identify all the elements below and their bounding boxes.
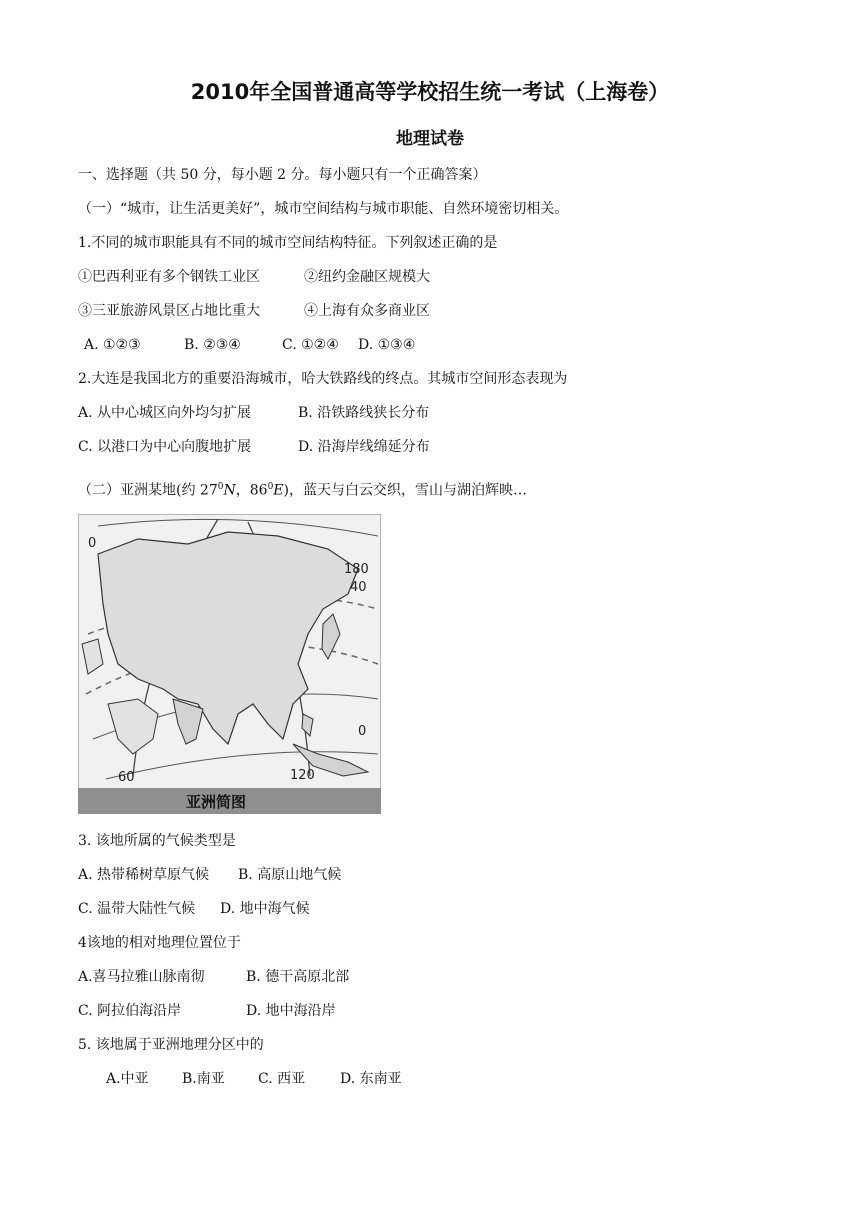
map-label-120: 120	[290, 768, 315, 783]
question-4-options-row2	[78, 1001, 336, 1021]
q5-option-b[interactable]: B.南亚	[182, 1071, 225, 1087]
map-label-40: 40	[350, 580, 367, 595]
question-2-options-row2	[78, 437, 430, 457]
q5-option-d[interactable]: D. 东南亚	[340, 1071, 402, 1087]
asia-map-figure	[78, 514, 381, 814]
question-5-options	[106, 1069, 402, 1089]
exam-title: 2010年全国普通高等学校招生统一考试（上海卷）	[190, 80, 670, 104]
question-3-options-row2	[78, 899, 310, 919]
question-2-stem: 2.大连是我国北方的重要沿海城市，哈大铁路线的终点。其城市空间形态表现为	[78, 371, 568, 387]
longitude-letter: E	[273, 482, 284, 499]
q2-option-a[interactable]: A. 从中心城区向外均匀扩展	[78, 405, 252, 421]
map-label-60: 60	[118, 770, 135, 785]
question-4-stem: 4该地的相对地理位置位于	[78, 935, 241, 951]
map-label-meridian-0: 0	[88, 536, 97, 551]
group2-intro-prefix: （二）亚洲某地(约	[78, 482, 200, 499]
map-caption: 亚洲简图	[186, 793, 247, 811]
q2-option-c[interactable]: C. 以港口为中心向腹地扩展	[78, 439, 252, 455]
q2-option-b[interactable]: B. 沿铁路线狭长分布	[298, 405, 430, 421]
q5-option-a[interactable]: A.中亚	[106, 1071, 149, 1087]
q4-option-d[interactable]: D. 地中海沿岸	[246, 1003, 336, 1019]
q1-item-3: ③三亚旅游风景区占地比重大	[78, 303, 260, 319]
q1-option-a[interactable]: A. ①②③	[84, 337, 141, 353]
question-1-items-row2	[78, 301, 430, 321]
question-4-options-row1	[78, 967, 349, 987]
question-5-stem: 5. 该地属于亚洲地理分区中的	[78, 1037, 264, 1053]
question-3-options-row1	[78, 865, 341, 885]
longitude-value: 86	[249, 482, 268, 499]
group2-intro-suffix: )，蓝天与白云交织，雪山与湖泊辉映…	[283, 482, 527, 499]
map-label-equator-0: 0	[358, 724, 367, 739]
longitude-degree: 0	[267, 482, 274, 492]
q3-option-d[interactable]: D. 地中海气候	[220, 901, 310, 917]
latitude-letter: N	[223, 482, 236, 499]
q1-option-c[interactable]: C. ①②④	[282, 337, 339, 353]
exam-subtitle: 地理试卷	[396, 129, 464, 149]
latitude-value: 27	[199, 482, 218, 499]
q1-item-1: ①巴西利亚有多个钢铁工业区	[78, 269, 260, 285]
q4-option-c[interactable]: C. 阿拉伯海沿岸	[78, 1003, 182, 1019]
question-1-options	[84, 335, 415, 355]
q5-option-c[interactable]: C. 西亚	[258, 1071, 306, 1087]
question-3-stem: 3. 该地所属的气候类型是	[78, 833, 236, 849]
group1-intro: （一）“城市，让生活更美好”，城市空间结构与城市职能、自然环境密切相关。	[78, 201, 569, 217]
q4-option-b[interactable]: B. 德干高原北部	[246, 969, 350, 985]
section-instructions: 一、选择题（共 50 分，每小题 2 分。每小题只有一个正确答案）	[78, 167, 487, 183]
q1-item-2: ②纽约金融区规模大	[304, 269, 430, 285]
map-label-180: 180	[344, 562, 369, 577]
asia-map-drawing	[78, 514, 381, 814]
q3-option-a[interactable]: A. 热带稀树草原气候	[78, 867, 210, 883]
question-1-items-row1	[78, 267, 430, 287]
q1-option-d[interactable]: D. ①③④	[358, 337, 416, 353]
latitude-degree: 0	[217, 482, 224, 492]
q3-option-c[interactable]: C. 温带大陆性气候	[78, 901, 196, 917]
q1-item-4: ④上海有众多商业区	[304, 303, 430, 319]
coord-separator: ，	[235, 482, 250, 499]
question-2-options-row1	[78, 403, 429, 423]
q2-option-d[interactable]: D. 沿海岸线绵延分布	[298, 439, 430, 455]
q1-option-b[interactable]: B. ②③④	[184, 337, 241, 353]
q4-option-a[interactable]: A.喜马拉雅山脉南彻	[78, 969, 205, 985]
q3-option-b[interactable]: B. 高原山地气候	[238, 867, 342, 883]
question-1-stem: 1.不同的城市职能具有不同的城市空间结构特征。下列叙述正确的是	[78, 235, 498, 251]
group2-intro	[78, 477, 527, 501]
